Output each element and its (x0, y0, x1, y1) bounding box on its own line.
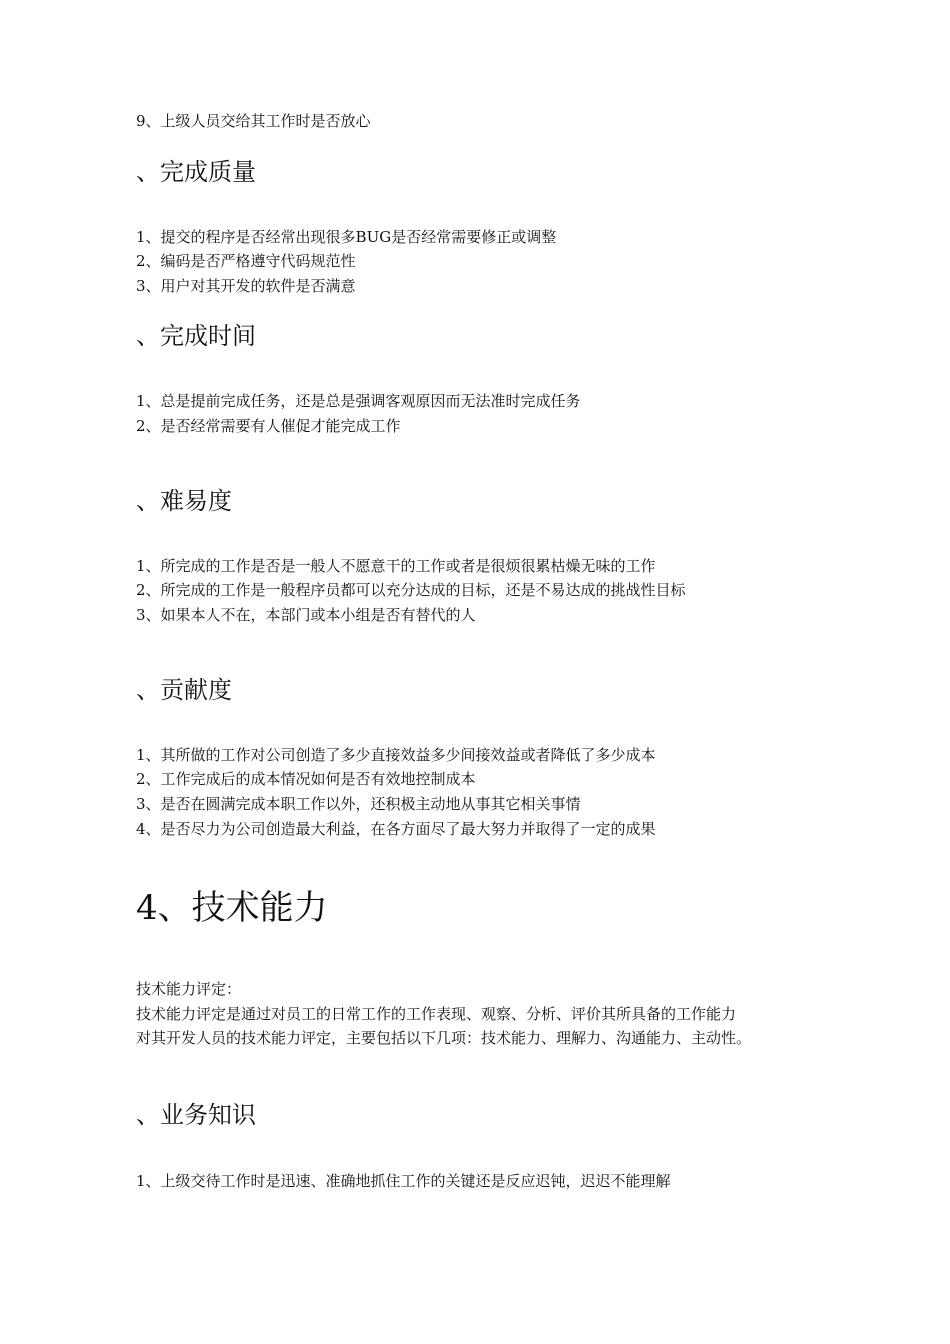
paragraph-line: 对其开发人员的技术能力评定，主要包括以下几项：技术能力、理解力、沟通能力、主动性。 (136, 1029, 752, 1047)
list-item: 1、总是提前完成任务，还是总是强调客观原因而无法准时完成任务 (136, 392, 581, 410)
section-heading-quality: 、完成质量 (136, 158, 256, 186)
list-item: 1、其所做的工作对公司创造了多少直接效益多少间接效益或者降低了多少成本 (136, 746, 656, 764)
list-item: 3、用户对其开发的软件是否满意 (136, 277, 356, 295)
list-item: 9、上级人员交给其工作时是否放心 (136, 112, 371, 130)
list-item: 4、是否尽力为公司创造最大利益，在各方面尽了最大努力并取得了一定的成果 (136, 820, 656, 838)
list-item: 2、所完成的工作是一般程序员都可以充分达成的目标，还是不易达成的挑战性目标 (136, 581, 686, 599)
paragraph-line: 技术能力评定是通过对员工的日常工作的工作表现、观察、分析、评价其所具备的工作能力 (136, 1005, 737, 1023)
list-item: 2、是否经常需要有人催促才能完成工作 (136, 417, 401, 435)
list-item: 2、编码是否严格遵守代码规范性 (136, 252, 356, 270)
list-item: 1、提交的程序是否经常出现很多BUG是否经常需要修正或调整 (136, 228, 557, 246)
list-item: 3、是否在圆满完成本职工作以外，还积极主动地从事其它相关事情 (136, 795, 581, 813)
paragraph-line: 技术能力评定： (136, 980, 242, 998)
section-heading-contribution: 、贡献度 (136, 676, 232, 704)
list-item: 1、所完成的工作是否是一般人不愿意干的工作或者是很烦很累枯燥无味的工作 (136, 557, 656, 575)
section-heading-difficulty: 、难易度 (136, 487, 232, 515)
list-item: 1、上级交待工作时是迅速、准确地抓住工作的关键还是反应迟钝，迟迟不能理解 (136, 1172, 671, 1190)
list-item: 3、如果本人不在，本部门或本小组是否有替代的人 (136, 606, 476, 624)
section-heading-business-knowledge: 、业务知识 (136, 1101, 256, 1129)
list-item: 2、工作完成后的成本情况如何是否有效地控制成本 (136, 770, 476, 788)
section-heading-time: 、完成时间 (136, 322, 256, 350)
chapter-heading-tech-ability: 4、技术能力 (136, 888, 328, 928)
